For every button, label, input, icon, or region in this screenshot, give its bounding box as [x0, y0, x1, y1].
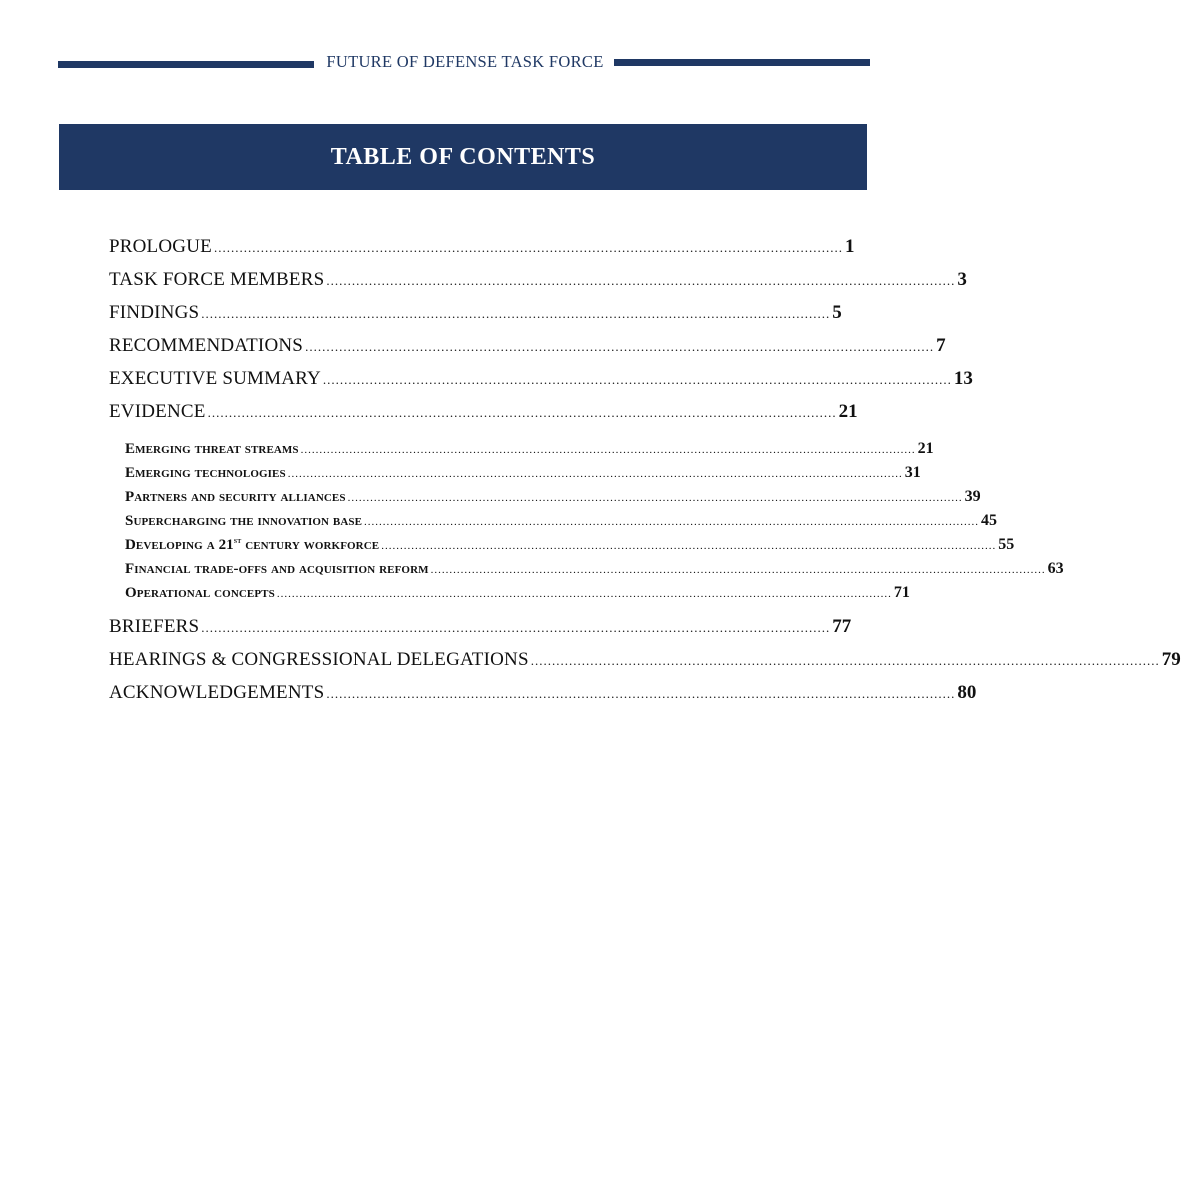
toc-entry-task-force-members[interactable] — [109, 269, 967, 302]
toc-subentry-label: Emerging threat streams — [125, 441, 299, 457]
toc-entry-recommendations[interactable] — [109, 335, 946, 368]
toc-page-number: 7 — [936, 335, 946, 356]
toc-subentry-label: Operational concepts — [125, 585, 275, 601]
dot-leader: .................................................................................................................................................... — [213, 240, 843, 255]
toc-subentry-label: Supercharging the innovation base — [125, 513, 363, 529]
toc-entry-label: PROLOGUE — [109, 236, 212, 257]
toc-subentry-partners-security-alliances[interactable] — [109, 488, 981, 512]
dot-leader: .................................................................................................................................................... — [201, 620, 831, 635]
label-text-before: Developing a 21 — [125, 537, 234, 553]
toc-page-number: 77 — [832, 616, 852, 637]
toc-subentry-supercharging-innovation-base[interactable] — [109, 512, 998, 536]
toc-entry-label: EVIDENCE — [109, 401, 206, 422]
toc-subentry-label: Emerging technologies — [125, 465, 286, 481]
table-of-contents — [109, 236, 1181, 715]
header-rule-right — [614, 59, 870, 66]
toc-entry-label: HEARINGS & CONGRESSIONAL DELEGATIONS — [109, 649, 529, 670]
toc-subentry-label: Partners and security alliances — [125, 489, 346, 505]
label-text-after: century workforce — [241, 537, 380, 553]
toc-subentry-label — [109, 537, 379, 554]
dot-leader: .................................................................................................................................................................... — [381, 540, 997, 552]
toc-page-number: 63 — [1047, 560, 1064, 577]
toc-entry-label: BRIEFERS — [109, 616, 200, 637]
toc-page-number: 21 — [917, 440, 934, 457]
dot-leader: .................................................................................................................................................................... — [364, 516, 980, 528]
toc-page-number: 13 — [953, 368, 973, 389]
dot-leader: .................................................................................................................................................................... — [347, 492, 963, 504]
dot-leader: .................................................................................................................................................................... — [300, 444, 916, 456]
running-header — [58, 52, 870, 76]
running-title: FUTURE OF DEFENSE TASK FORCE — [326, 52, 604, 71]
toc-entry-executive-summary[interactable] — [109, 368, 973, 401]
dot-leader: .................................................................................................................................................... — [530, 653, 1160, 668]
toc-entry-label: TASK FORCE MEMBERS — [109, 269, 325, 290]
toc-page-number: 80 — [957, 682, 977, 703]
toc-subentry-21st-century-workforce[interactable] — [109, 535, 1015, 560]
dot-leader: .................................................................................................................................................................... — [287, 468, 903, 480]
toc-page-number: 55 — [998, 536, 1015, 553]
toc-subentry-operational-concepts[interactable] — [109, 584, 910, 608]
dot-leader: .................................................................................................................................................... — [326, 686, 956, 701]
toc-entry-evidence[interactable] — [109, 401, 858, 434]
toc-page-number: 39 — [964, 488, 981, 505]
toc-page-number: 45 — [981, 512, 998, 529]
toc-entry-acknowledgements[interactable] — [109, 682, 977, 715]
toc-page-number: 21 — [838, 401, 858, 422]
page-title: TABLE OF CONTENTS — [330, 143, 596, 170]
toc-subentry-emerging-technologies[interactable] — [109, 464, 921, 488]
toc-page-number: 71 — [893, 584, 910, 601]
toc-entry-label: FINDINGS — [109, 302, 200, 323]
toc-entry-briefers[interactable] — [109, 616, 852, 649]
ordinal-suffix: st — [233, 535, 242, 545]
toc-entry-label: EXECUTIVE SUMMARY — [109, 368, 321, 389]
dot-leader: .................................................................................................................................................... — [201, 306, 831, 321]
header-rule-left — [58, 61, 314, 68]
toc-entry-findings[interactable] — [109, 302, 842, 335]
toc-entry-hearings[interactable] — [109, 649, 1181, 682]
toc-page-number: 3 — [957, 269, 967, 290]
toc-page-number: 31 — [904, 464, 921, 481]
toc-subentry-emerging-threat-streams[interactable] — [109, 440, 934, 464]
toc-entry-label: RECOMMENDATIONS — [109, 335, 304, 356]
dot-leader: .................................................................................................................................................................... — [276, 588, 892, 600]
dot-leader: .................................................................................................................................................... — [207, 405, 837, 420]
dot-leader: .................................................................................................................................................... — [322, 372, 952, 387]
title-banner — [59, 124, 867, 190]
dot-leader: .................................................................................................................................................................... — [430, 564, 1046, 576]
toc-entry-label: ACKNOWLEDGEMENTS — [109, 682, 325, 703]
toc-page-number: 79 — [1161, 649, 1181, 670]
toc-subentry-financial-trade-offs[interactable] — [109, 560, 1064, 584]
dot-leader: .................................................................................................................................................... — [305, 339, 935, 354]
toc-page-number: 5 — [832, 302, 842, 323]
toc-page-number: 1 — [844, 236, 855, 257]
dot-leader: .................................................................................................................................................... — [326, 273, 956, 288]
toc-entry-prologue[interactable] — [109, 236, 855, 269]
toc-subentry-label: Financial trade-offs and acquisition reform — [125, 561, 429, 577]
